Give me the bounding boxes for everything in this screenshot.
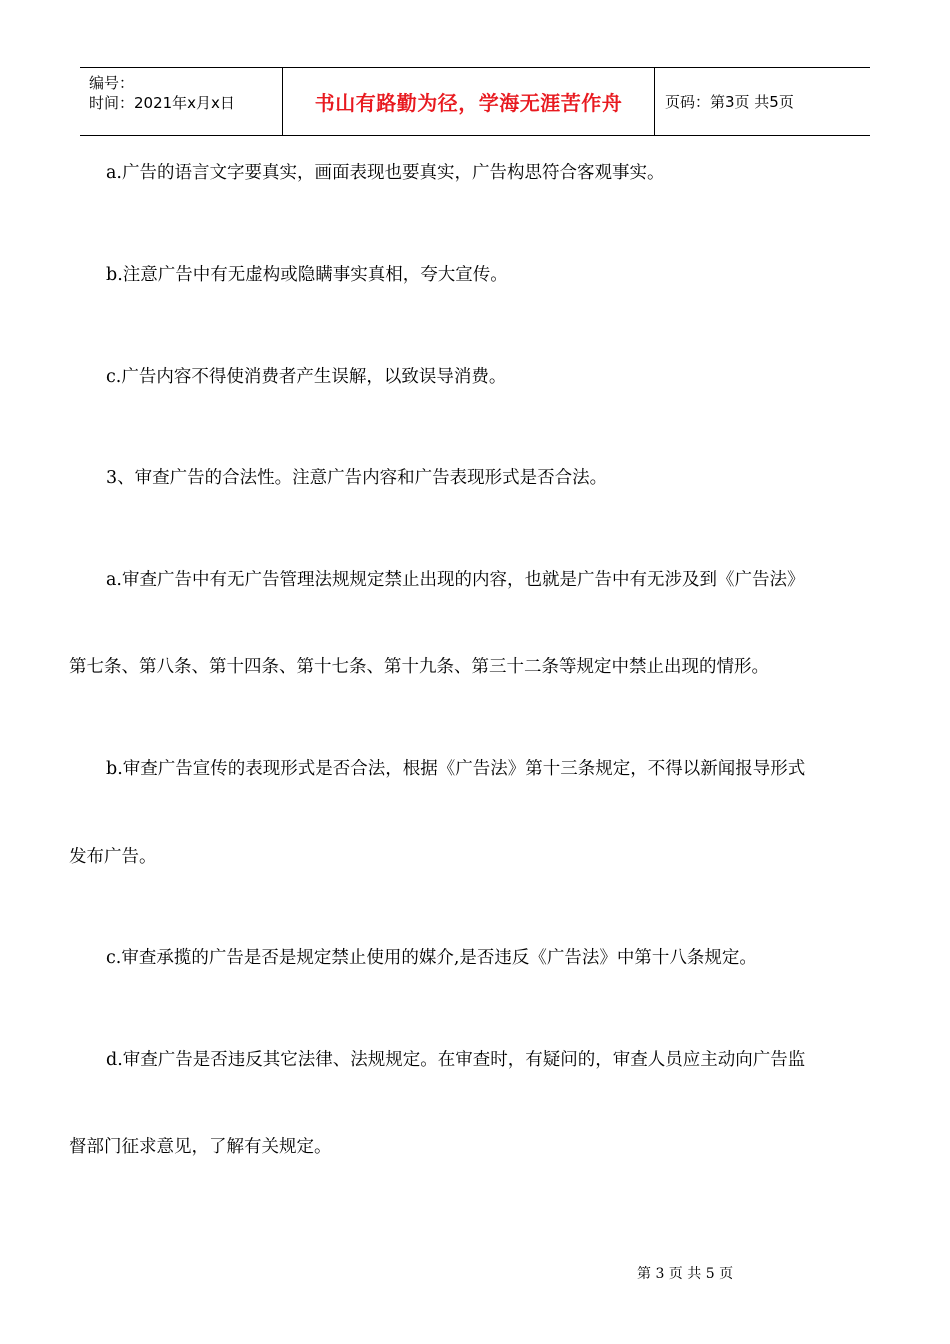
time-label: 时间：2021年x月x日 (89, 94, 235, 112)
document-header (80, 67, 870, 136)
paragraph-line: 3、审查广告的合法性。注意广告内容和广告表现形式是否合法。 (106, 468, 608, 488)
paragraph-line: c.审查承揽的广告是否是规定禁止使用的媒介,是否违反《广告法》中第十八条规定。 (106, 948, 757, 968)
paragraph-line: c.广告内容不得使消费者产生误解，以致误导消费。 (106, 367, 507, 387)
header-motto-cell (282, 68, 655, 135)
motto-text: 书山有路勤为径，学海无涯苦作舟 (314, 91, 623, 115)
paragraph-line: a.广告的语言文字要真实，画面表现也要真实，广告构思符合客观事实。 (106, 163, 665, 183)
paragraph-line: 发布广告。 (69, 847, 157, 867)
paragraph-line: 督部门征求意见，了解有关规定。 (69, 1137, 332, 1157)
paragraph-line: b.注意广告中有无虚构或隐瞒事实真相，夸大宣传。 (106, 265, 508, 285)
header-page-cell (655, 68, 870, 135)
number-label: 编号： (89, 74, 135, 92)
paragraph-line: b.审查广告宣传的表现形式是否合法，根据《广告法》第十三条规定，不得以新闻报导形式 (106, 759, 806, 779)
page-label: 页码：第3页 共5页 (665, 93, 794, 111)
paragraph-line: a.审查广告中有无广告管理法规规定禁止出现的内容，也就是广告中有无涉及到《广告法》 (106, 570, 805, 590)
header-meta (80, 68, 282, 135)
page-footer: 第 3 页 共 5 页 (637, 1266, 734, 1282)
paragraph-line: 第七条、第八条、第十四条、第十七条、第十九条、第三十二条等规定中禁止出现的情形。 (69, 657, 769, 677)
paragraph-line: d.审查广告是否违反其它法律、法规规定。在审查时，有疑问的，审查人员应主动向广告监 (106, 1050, 806, 1070)
